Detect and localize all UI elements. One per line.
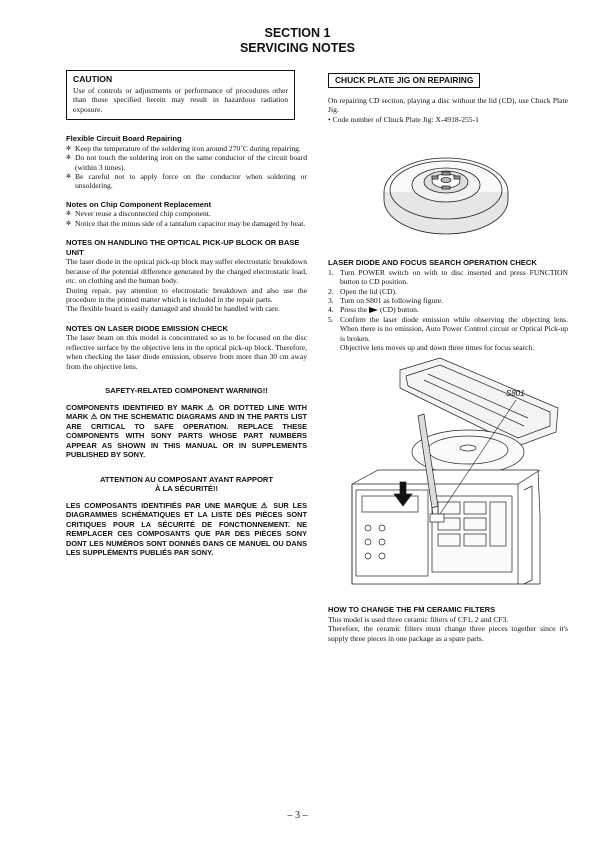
- bullet-mark-icon: ✼: [66, 154, 72, 162]
- chuck-text: On repairing CD section, playing a disc without the lid (CD), use Chuck Plate Jig.: [328, 96, 568, 115]
- page-header: [0, 26, 595, 56]
- caution-text: Use of controls or adjustments or performance of procedures other than those specified herein may result in hazardous radiation exposure.: [73, 86, 288, 114]
- pickup-heading: NOTES ON HANDLING THE OPTICAL PICK-UP BLOCK OR BASE UNIT: [66, 238, 300, 257]
- laser-step: 3. Turn on S801 as following figure.: [328, 296, 444, 306]
- safety-heading: SAFETY-RELATED COMPONENT WARNING!!: [105, 386, 268, 396]
- flex-heading: Flexible Circuit Board Repairing: [66, 134, 182, 144]
- emission-heading: NOTES ON LASER DIODE EMISSION CHECK: [66, 323, 229, 333]
- safety-text: COMPONENTS IDENTIFIED BY MARK ⚠ OR DOTTED LINE WITH MARK ⚠ ON THE SCHEMATIC DIAGRAMS AND IN THE PARTS LIST ARE CRITICAL TO SAFE OPERATION. REPLACE THESE COMPONENTS WITH SONY PARTS WHOSE PART NUMBERS APPEAR AS SHOWN IN THIS MANUAL OR IN SUPPLEMENTS PUBLISHED BY SONY.: [66, 402, 307, 460]
- emission-text: The laser beam on this model is concentrated so as to be focused on the disc reflective surface by the objective lens in the optical pick-up block. Therefore, when checking the laser diode emission, observe from more than 30 cm away from the objective lens.: [66, 333, 307, 371]
- fm-text: This model is used three ceramic filters of CF1, 2 and CF3.: [328, 615, 509, 625]
- pickup-paragraph: The laser diode in the optical pick-up block may suffer electrostatic breakdown because of the potential difference generated by the charged electrostatic load, etc. on clothing and the human body.: [66, 257, 307, 286]
- bullet-mark-icon: ✼: [66, 144, 72, 152]
- s801-label: S801: [506, 389, 525, 399]
- flex-bullet: ✼ Be careful not to apply force on the conductor when soldering or unsoldering.: [66, 172, 307, 191]
- play-arrow-icon: [369, 307, 378, 313]
- caution-box: [66, 70, 295, 120]
- attention-text: LES COMPOSANTS IDENTIFIÉS PAR UNE MARQUE ⚠ SUR LES DIAGRAMMES SCHÉMATIQUES ET LA LISTE DES PIÈCES SONT CRITIQUES POUR LA SÉCURITÉ DE FONCTIONNEMENT. NE REMPLACER CES COMPOSANTS QUE PAR DES PIÈCES SONY DONT LES NUMÉROS SONT DONNÉS DANS CE MANUEL OU DANS LES SUPPLÉMENTS PUBLIÉS PAR SONY.: [66, 500, 307, 558]
- fm-heading: HOW TO CHANGE THE FM CERAMIC FILTERS: [328, 605, 496, 615]
- caution-title: CAUTION: [73, 74, 113, 84]
- section-number: SECTION 1: [264, 26, 331, 40]
- laser-heading: LASER DIODE AND FOCUS SEARCH OPERATION CHECK: [328, 258, 537, 268]
- attention-heading: ATTENTION AU COMPOSANT AYANT RAPPORT: [100, 474, 273, 484]
- flex-bullet: ✼ Keep the temperature of the soldering iron around 270˚C during repairing.: [66, 143, 301, 153]
- chip-bullet: ✼ Never reuse a disconnected chip component.: [66, 209, 211, 219]
- chuck-code: • Code number of Chuck Plate Jig: X-4918-255-1: [328, 114, 479, 124]
- attention-heading-2: À LA SÉCURITÉ!!: [155, 484, 218, 494]
- laser-step: 4. Press the (CD) button.: [328, 305, 419, 315]
- chuck-plate-jig-illustration: [328, 130, 568, 240]
- s801-figure: [328, 356, 568, 591]
- laser-step: 5. Confirm the laser diode emission while observing the objecting lens. When there is no emission, Auto Power Control circuit or Optical Pick-up is broken. Objective lens moves up and down three times for focus search.: [328, 314, 568, 353]
- chip-bullet: ✼ Notice that the minus side of a tantalum capacitor may be damaged by heat.: [66, 218, 306, 228]
- page-title: SERVICING NOTES: [239, 41, 356, 55]
- left-column: [66, 70, 307, 558]
- fm-text: Therefore, the ceramic filters must change three pieces together since it's supply three pieces in one package as a spare parts.: [328, 624, 568, 643]
- flex-bullet: ✼ Do not touch the soldering iron on the same conductor of the circuit board (within 3 times).: [66, 153, 307, 172]
- pickup-paragraph: The flexible board is easily damaged and should be handled with care.: [66, 304, 280, 314]
- laser-step: 1. Turn POWER switch on with to disc inserted and press FUNCTION button to CD position.: [328, 267, 568, 287]
- bullet-mark-icon: ✼: [66, 173, 72, 181]
- laser-step: 2. Open the lid (CD).: [328, 286, 397, 296]
- chip-heading: Notes on Chip Component Replacement: [66, 199, 212, 209]
- bullet-mark-icon: ✼: [66, 219, 72, 227]
- right-column: [328, 70, 568, 643]
- bullet-mark-icon: ✼: [66, 210, 72, 218]
- chuck-title: CHUCK PLATE JIG ON REPAIRING: [328, 73, 480, 88]
- page-number: – 3 –: [287, 810, 308, 821]
- pickup-paragraph: During repair, pay attention to electrostatic breakdown and also use the procedure in the printed matter which is included in the repair parts.: [66, 285, 307, 305]
